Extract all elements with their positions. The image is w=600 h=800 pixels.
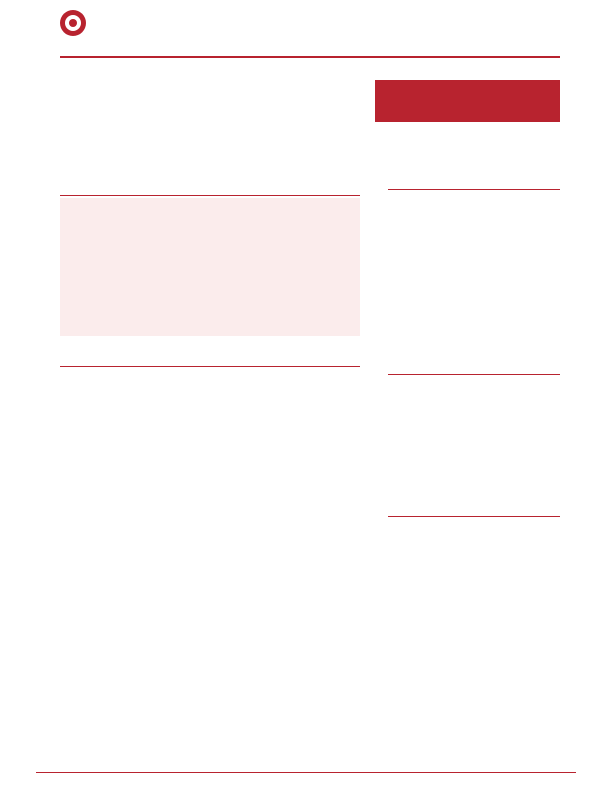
sector-badge [375, 80, 560, 122]
footer-divider [36, 772, 576, 773]
summary-divider [60, 366, 360, 367]
brand-logo-icon [60, 10, 86, 36]
rating-divider [388, 189, 560, 190]
market-chart [392, 402, 562, 510]
core-paragraph [60, 198, 360, 204]
header-divider [60, 56, 560, 58]
core-box [60, 198, 360, 336]
chart-divider [388, 516, 560, 517]
date-divider [388, 374, 560, 375]
core-divider [60, 195, 360, 196]
